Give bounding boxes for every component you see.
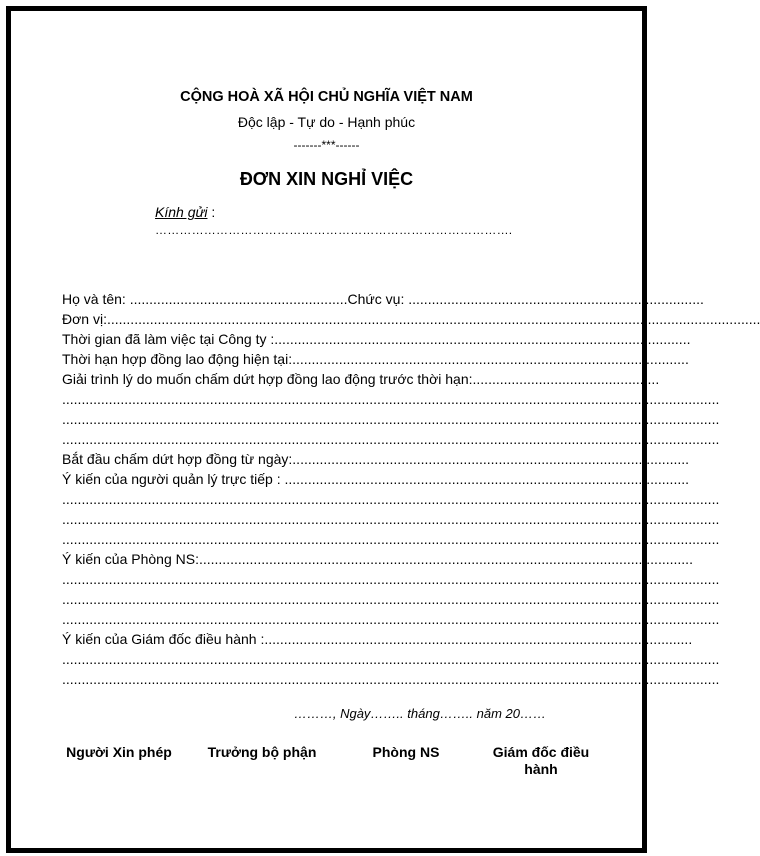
- field-line: .........................................................................................................................................................................: [62, 591, 720, 607]
- field-line: .........................................................................................................................................................................: [62, 491, 720, 507]
- signature-applicant: Người Xin phép: [66, 744, 172, 760]
- recipient-label-text: Kính gửi: [155, 204, 208, 220]
- field-line: Bắt đầu chấm dứt hợp đồng từ ngày:......................................................................................................: [62, 451, 690, 467]
- field-line: Họ và tên: ........................................................Chức vụ: ............................................................................: [62, 291, 704, 307]
- field-line: .........................................................................................................................................................................: [62, 391, 720, 407]
- national-header: CỘNG HOÀ XÃ HỘI CHỦ NGHĨA VIỆT NAM: [180, 89, 473, 105]
- field-line: Ý kiến của người quản lý trực tiếp : ........................................................................................................: [62, 471, 689, 487]
- field-line: Ý kiến của Phòng NS:...............................................................................................................................: [62, 551, 693, 567]
- field-line: .........................................................................................................................................................................: [62, 411, 720, 427]
- signature-ceo: Giám đốc điều hành: [492, 744, 590, 777]
- field-line: Thời gian đã làm việc tại Công ty :...........................................................................................................: [62, 331, 691, 347]
- recipient-label: [155, 204, 215, 220]
- signature-hr: Phòng NS: [372, 744, 440, 760]
- field-line: Giải trình lý do muốn chấm dứt hợp đồng lao động trước thời hạn:................................................: [62, 371, 660, 387]
- field-line: Ý kiến của Giám đốc điều hành :..............................................................................................................: [62, 631, 693, 647]
- recipient-dots: …………………………………………………………………………….: [155, 223, 513, 237]
- date-line: ………, Ngày…….. tháng…….. năm 20……: [293, 706, 546, 721]
- field-line: Thời hạn hợp đồng lao động hiện tại:......................................................................................................: [62, 351, 689, 367]
- signature-department-head: Trưởng bộ phận: [207, 744, 317, 760]
- document-title: ĐƠN XIN NGHỈ VIỆC: [239, 169, 414, 189]
- motto: Độc lập - Tự do - Hạnh phúc: [237, 114, 416, 130]
- field-line: .........................................................................................................................................................................: [62, 611, 720, 627]
- field-line: .........................................................................................................................................................................: [62, 511, 720, 527]
- field-line: .........................................................................................................................................................................: [62, 571, 720, 587]
- header-divider: -------***------: [293, 138, 360, 152]
- field-line: .........................................................................................................................................................................: [62, 651, 720, 667]
- document-page: [6, 6, 760, 853]
- field-line: Đơn vị:........................................................................................................................................................................: [62, 311, 760, 327]
- recipient-colon: :: [207, 204, 216, 220]
- field-line: .........................................................................................................................................................................: [62, 671, 720, 687]
- field-line: .........................................................................................................................................................................: [62, 531, 720, 547]
- field-line: .........................................................................................................................................................................: [62, 431, 720, 447]
